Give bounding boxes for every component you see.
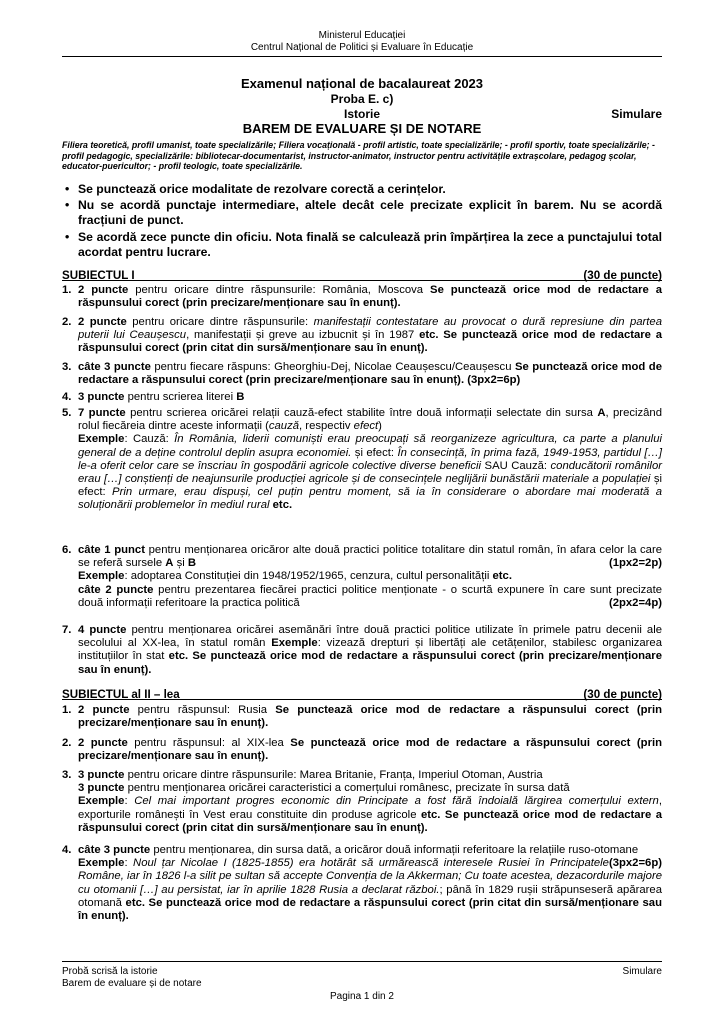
- item-number: 1.: [62, 704, 72, 716]
- rule-text: Se acordă zece puncte din oficiu. Nota finală se calculează prin împărțirea la zece a punctajului total acordat pentru lucrare.: [78, 230, 662, 259]
- item-text: pentru fiecare răspuns: Gheorghiu-Dej, Nicolae Ceaușescu/Ceaușescu: [150, 361, 515, 373]
- exam-title: Examenul național de bacalaureat 2023: [240, 76, 484, 91]
- examples-label: Exemple: [271, 637, 318, 650]
- item-text: pentru oricare dintre răspunsurile:: [126, 316, 314, 328]
- item-points: 4 puncte: [78, 624, 127, 636]
- item-italic: cauză: [268, 420, 300, 433]
- item-note: Se punctează orice mod de redactare a răspunsului corect (prin precizare/menționare sau în enunț). (3px2=6p): [78, 361, 662, 387]
- subject2-points: (30 de puncte): [583, 688, 662, 701]
- rule-item: [62, 182, 662, 197]
- footer-line1: Probă scrisă la istorie: [62, 966, 158, 977]
- item-text: pentru menționarea, din sursa dată, a oricăror două informații referitoare la relațiile ruso-otomane: [150, 844, 639, 856]
- s2-item-3: [62, 769, 662, 835]
- item-note: Se punctează orice mod de redactare a răspunsului corect (prin citat din sursă/menționare sau în enunț).: [78, 329, 662, 355]
- item-points: câte 2 puncte: [78, 583, 154, 596]
- s1-item-1: [62, 284, 662, 310]
- s1-item-6: [62, 544, 662, 610]
- item-text: ; până în 1829 rușii străpunseseră apărarea otomană: [78, 883, 662, 909]
- rule-text: Se punctează orice modalitate de rezolvare corectă a cerințelor.: [78, 182, 446, 196]
- item-text: ): [378, 420, 382, 433]
- item-score: (3px2=6p): [608, 857, 662, 870]
- filiera-text: Filiera teoretică, profil umanist, toate specializările; Filiera vocațională - profil artistic, toate specializările; - profil sportiv, toate specializările; - profil pedagogic, specializările: bibliotecar-documentarist, instructor-animator, instructor pentru activitățile extrașcolare, pedagog școlar, educator-puericultor; - profil teologic, toate specializările.: [62, 140, 655, 172]
- item-number: 5.: [62, 407, 72, 419]
- footer-simulare: Simulare: [622, 966, 662, 977]
- item-text: și efect:: [78, 473, 662, 499]
- item-text: , manifestații și greve au izbucnit și în 1987: [186, 329, 420, 342]
- item-points: 7 puncte: [78, 407, 126, 419]
- item-score: (1px2=2p): [608, 557, 662, 570]
- item-note: etc. Se punctează orice mod de redactare a răspunsului corect (prin precizare/menționare sau în enunț).: [78, 650, 662, 676]
- item-number: 2.: [62, 737, 72, 749]
- center-name: Centrul Național de Politici și Evaluare în Educație: [250, 42, 474, 53]
- item-points: 3 puncte: [78, 769, 125, 781]
- s1-item-4: [62, 391, 662, 404]
- item-text: :: [124, 857, 134, 870]
- item-points: câte 1 punct: [78, 544, 145, 556]
- examples-label: Exemple: [78, 857, 125, 870]
- simulare-label: Simulare: [611, 107, 662, 121]
- s1-item-7: [62, 624, 662, 677]
- item-text: : vizează drepturi și libertăți ale cetățenilor, stabilesc organizarea instituțiilor în stat: [78, 637, 662, 663]
- example-quote: conducătorii românilor erau […] conștienți de neajunsurile producției agricole și de consecințele neglijării bunăstării materiale a populației: [78, 459, 662, 486]
- item-text: pentru scrierea literei: [124, 391, 237, 403]
- footer-line2: Barem de evaluare și de notare: [62, 978, 202, 989]
- bullet-icon: •: [65, 198, 70, 212]
- item-text: pentru scrierea oricărei relații cauză-efect stabilite între două informații selectate din sursa: [125, 407, 598, 419]
- subject-name: Istorie: [343, 107, 380, 121]
- subject1-points: (30 de puncte): [583, 269, 662, 282]
- item-points: câte 3 puncte: [78, 361, 151, 373]
- item-text: pentru menționarea oricăror alte două practici politice totalitare din statul român, în afara celor la care se referă sursele: [78, 544, 662, 570]
- item-text: : Cauză:: [124, 433, 175, 446]
- item-source: A: [165, 557, 174, 570]
- header-divider: [62, 56, 662, 57]
- item-note: Se punctează orice mod de redactare a răspunsului corect (prin precizare/menționare sau în enunț).: [78, 284, 663, 310]
- bullet-icon: •: [65, 182, 70, 196]
- item-quote: manifestații contestatare au provocat o dură represiune din partea puterii lui Ceaușescu: [78, 316, 662, 342]
- item-text: și efect:: [351, 446, 398, 459]
- item-note: etc. Se punctează orice mod de redactare a răspunsului corect (prin citat din sursă/menționare sau în enunț).: [78, 896, 662, 923]
- rule-item: [62, 198, 662, 227]
- s1-item-3: [62, 361, 662, 387]
- subject2-heading: [62, 688, 662, 701]
- examples-label: Exemple: [78, 570, 125, 583]
- rule-item: [62, 230, 662, 259]
- s2-item-1: [62, 704, 662, 730]
- item-points: 2 puncte: [78, 316, 127, 328]
- item-number: 4.: [62, 844, 72, 856]
- item-text: pentru prezentarea fiecărei practici politice menționate - o scurtă expunere în care sunt precizate două informații referitoare la practica politică: [78, 583, 662, 609]
- example-quote: Cel mai important progres economic din Principate a fost fără îndoială lărgirea comerțului extern: [134, 795, 659, 808]
- example-quote: În România, liderii comuniști erau preocupați să reorganizeze agricultura, ca parte a planului general de a deține controlul deplin asupra economiei.: [78, 433, 662, 459]
- barem-title: BAREM DE EVALUARE ȘI DE NOTARE: [242, 121, 482, 136]
- example-quote: Prin urmare, erau dispuși, cel puțin pentru moment, să ia în considerare o abordare mai moderată a soluționării problemelor în mediul rural: [78, 486, 662, 512]
- subject2-label: SUBIECTUL al II – lea: [62, 688, 180, 701]
- item-text: pentru menționarea oricărei asemănări între două practici politice utilizate în primele patru decenii ale secolului al XX-lea, în statul român: [78, 624, 663, 650]
- item-text: pentru răspunsul: al XIX-lea: [127, 737, 291, 749]
- rule-text: Nu se acordă punctaje intermediare, altele decât cele precizate explicit în barem. Nu se acordă fracțiuni de punct.: [78, 198, 662, 227]
- item-note: etc. Se punctează orice mod de redactare a răspunsului corect (prin citat din sursă/menționare sau în enunț).: [78, 808, 663, 834]
- item-text: pentru răspunsul: Rusia: [129, 704, 276, 716]
- item-note: Se punctează orice mod de redactare a răspunsului corect (prin precizare/menționare sau în enunț).: [78, 737, 662, 763]
- item-text: , exporturile românești în Vest erau constituite din produse agricole: [78, 795, 662, 821]
- item-number: 1.: [62, 284, 72, 296]
- item-text: și: [173, 557, 188, 570]
- item-points: câte 3 puncte: [78, 844, 151, 856]
- item-points: 3 puncte: [78, 782, 125, 795]
- examples-label: Exemple: [78, 433, 125, 446]
- item-italic: efect: [353, 420, 379, 433]
- subject1-heading: [62, 269, 662, 282]
- item-number: 6.: [62, 544, 72, 556]
- item-points: 3 puncte: [78, 391, 125, 403]
- item-number: 7.: [62, 624, 72, 636]
- item-answer: B: [236, 391, 245, 403]
- item-source: A: [597, 407, 606, 419]
- footer-divider: [62, 961, 662, 962]
- item-score: (2px2=4p): [608, 596, 662, 609]
- item-text: pentru oricare dintre răspunsurile: România, Moscova: [128, 284, 431, 296]
- ministry-name: Ministerul Educației: [318, 30, 406, 41]
- item-text: :: [124, 795, 135, 808]
- item-text: : adoptarea Constituției din 1948/1952/1965, cenzura, cultul personalității: [124, 570, 493, 583]
- item-source: B: [187, 557, 197, 570]
- item-text: , respectiv: [299, 420, 354, 433]
- item-note: Se punctează orice mod de redactare a răspunsului corect (prin precizare/menționare sau în enunț).: [78, 704, 662, 730]
- item-text: SAU Cauză:: [481, 459, 551, 472]
- item-text: pentru menționarea oricărei caracteristici a comerțului românesc, precizate în sursa dată: [124, 782, 570, 795]
- bullet-icon: •: [65, 230, 70, 244]
- subject1-rule: [62, 280, 662, 281]
- item-etc: etc.: [269, 499, 293, 512]
- examples-label: Exemple: [78, 795, 125, 808]
- page-number: Pagina 1 din 2: [330, 991, 394, 1002]
- example-quote: Noul țar Nicolae I (1825-1855) era hotărât să urmărească interesele Rusiei în Principatele Române, iar în 1826 l-a silit pe sultan să accepte Convenția de la Akkerman; Cu toate acestea, dezacordurile majore cu otomanii […] au persistat, iar în aprilie 1828 Rusia a declarat război.: [78, 857, 662, 896]
- item-points: 2 puncte: [78, 737, 128, 749]
- example-quote: În consecință, în prima fază, 1949-1953, partidul […] le-a oferit celor care se înscriau în gospodării agricole colective diverse beneficii: [78, 446, 662, 472]
- item-number: 3.: [62, 769, 72, 781]
- subject1-label: SUBIECTUL I: [62, 269, 135, 282]
- item-number: 3.: [62, 361, 72, 373]
- s1-item-5: [62, 407, 662, 513]
- item-number: 2.: [62, 316, 72, 328]
- s2-item-2: [62, 737, 662, 763]
- item-etc: etc.: [492, 570, 512, 583]
- item-number: 4.: [62, 391, 72, 403]
- item-text: pentru oricare dintre răspunsurile: Marea Britanie, Franța, Imperiul Otoman, Austria: [124, 769, 543, 781]
- proba-label: Proba E. c): [330, 92, 394, 106]
- item-text: , precizând rolul fiecăreia dintre aceste informații (: [78, 407, 663, 433]
- item-etc: etc.: [419, 329, 439, 342]
- s1-item-2: [62, 316, 662, 356]
- item-points: 2 puncte: [78, 704, 130, 716]
- subject2-rule: [62, 699, 662, 700]
- item-points: 2 puncte: [78, 284, 129, 296]
- s2-item-4: [62, 844, 662, 923]
